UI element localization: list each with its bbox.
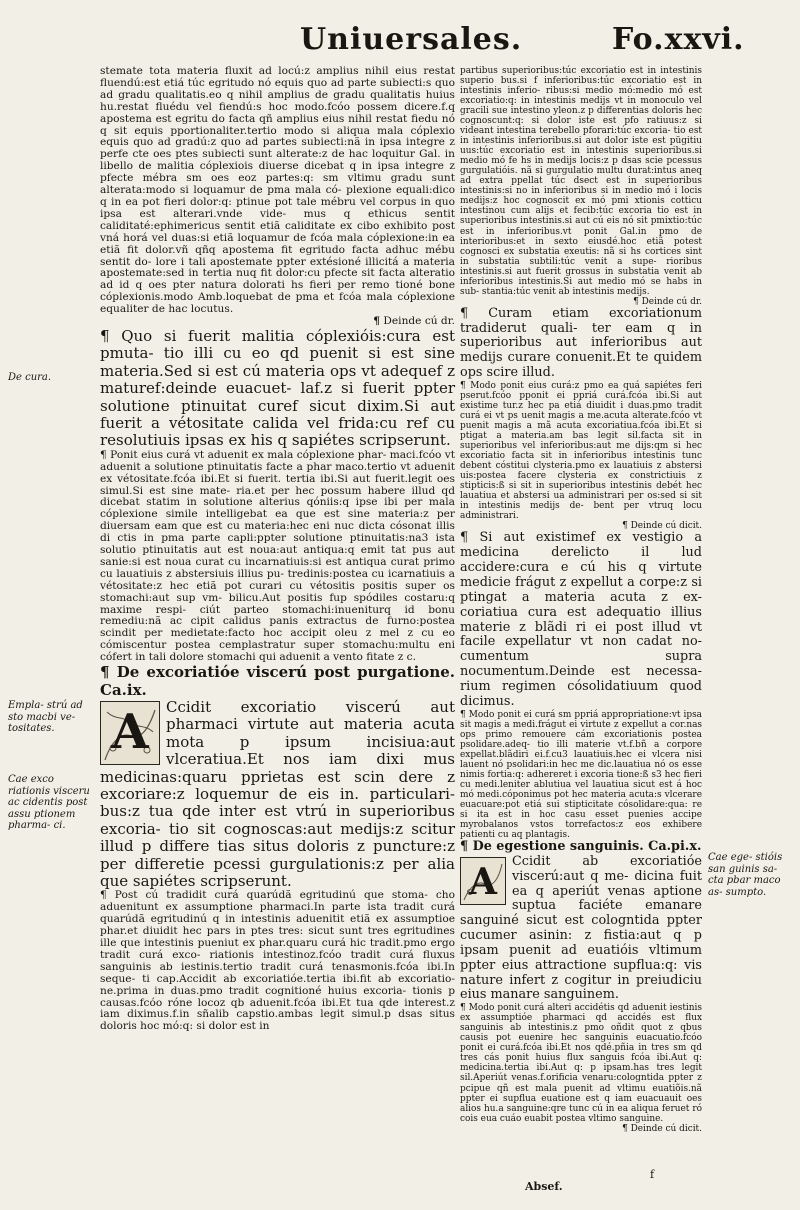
margin-note-de-cura: De cura. <box>8 372 52 383</box>
commentary-paragraph: partibus superioribus:túc excoriatio est in intestinis superio bus.si f inferioribus:túc excoriatio est in intestinis inferio- ribus:si medio mó:medio mó est excoriatio:q: in intestinis medijs vt in monoculo vel gracili sue intestino yleon.z p differentias doloris hec cognoscunt:q: si dolor iste est pfo ratiuus:z si videant intestina terebello pforari:túc excoria- tio est in intestinis inferioribus.si aut dolor iste est pügitiu uus:túc excoriatio est in intestinis superioribus.si medio mó fe hs in medijs locis:z p dsas scie pcessus gurgulatióis. nã si gurgulatio multu durat:intus aneq ad extra ppellat túc dsect est in superioribus intestinis:si no in inferioribus si in medio mó i locis medijs:z hoc cognoscit ex mó pmi xtionis cotticu intestinou cum alijs et fecib:túc excoria tio est in superioribus intestinis.si aut cú eis nó sit pmixtio:túc est in inferioribus.vt ponit Gal.in pmo de interioribus:et in sexto eiusdé.hoc etiã potest cognosci ex substatia exeutis: nã si hs cortices sint in substatia subtili:túc venit a supe- rioribus intestinis.si aut fuerit grossus in substatia venit ab inferioribus intestinis.Si aut medio mó se habs in sub- stantia:túc venit ab intestinis medijs. <box>460 66 702 297</box>
commentary-paragraph: ¶ Modo ponit eius curá:z pmo ea quá sapiétes feri pserut.fcóo pponit ei ppriá curá.fcóa ibi.Si aut existime tur.z hec pa etiá diuidit i duas.pmo tradit curá ei vt ps uenit magis a me.acuta alterate.fcóo vt puenit magis a mã acuta excoriatiua.fcóa ibi.Et si ptigat a materia.am bas legit sil.facta sit in superioribus vel inferioribus:aut me dijs:qm si hec excoriatio facta sit in inferioribus intestinis tunc debent cóstitui clysteria.pmo ex lauatiuis z abstersi uis:postea facere clysteria ex constrictiuis z stipticis:ß si sit in superioribus intestinis debét hec lauatiua et abstersi ua administrari per os:sed si sit in intestinis medijs de- bent per vtruq locu administrari. <box>460 380 702 522</box>
margin-note-emplastrum: Empla- strú ad sto macbi ve- tositates. <box>8 700 83 734</box>
text-paragraph-large: ¶ Quo si fuerit malitia cóplexióis:cura est pmuta- tio illi cu eo qd puenit si est sine materia.Sed si est cú materia ops vt adequef z maturef:deinde euacuet- laf.z si fuerit ppter solutione ptinuitat curef sicut dixim.Si aut fuerit a vétositate calida vel frida:cu ref cu resolutiuis ipsas ex his q sapiétes scripserunt. <box>100 326 455 450</box>
commentary-paragraph: ¶ Modo ponit curá alteri accidétis qd aduenit iestinis ex assumptióe pharmaci qd accidés est flux sanguinis ab intestinis.z pmo oñdit quot z qbus causis pot euenire hec sanguinis euacuatio.fcóo ponit ei curá.fcóa ibi.Et nos qdé.pñia in tres sm qd tres cás ponit huius flux sanguis fcóa ibi.Aut q: medicina.tertia ibi.Aut q: p ipsam.has tres legit sil.Aperiút venas.f.orificia venaru:cologntida ppter z pcipue qñ est mala puenit ad vltimu euatiõis.nã ppter ei supflua euatione est q iam euacuauit oes alios hu.a sanguine:qre tunc cú in ea aliqua feruet ró cois eua cuáo euabit postea vltimo sanguine. <box>460 1003 702 1124</box>
folio-number: Fo.xxvi. <box>612 22 745 57</box>
text-block-with-initial <box>100 699 455 890</box>
reference-text: Deinde cú dr. <box>383 315 455 328</box>
text-paragraph-large: ¶ Si aut existimef ex vestigio a medicina derelicto il lud accidere:cura e cú his q virtute medicie frágut z expellut a corpe:z si ptingat a materia acuta z ex- coriatiua cura est adequatio illius materie z blãdi ri ei post illud vt facile expellatur vt non cadat no- cumentum supra nocumentum.Deinde est necessa- rium regimen cósolidatiuum quod dicimus. <box>460 530 702 709</box>
margin-note-cae-excoriationis: Cae exco riationis visceru ac cidentis post assu ptionem pharma- ci. <box>8 774 90 831</box>
signature-mark: f <box>650 1168 655 1181</box>
decorated-initial <box>100 701 160 765</box>
decorated-initial <box>460 857 506 905</box>
running-head <box>0 8 800 60</box>
text-block-with-initial <box>460 855 702 1003</box>
text-paragraph-large: Ccidit ab excoriatióe viscerú:aut q me- dicina fuit ea q aperiút venas aptione suptua faciéte emanare sanguiné sicut est cologntida ppter cucumer asinin: z fistia:aut q p ipsam puenit ad euatióis vltimum ppter eius attractione supflua:q: vis nature infert z cogitur in preiudiciu eius manare sanguinem. <box>460 853 702 1003</box>
reference-text: ¶ Deinde cú dr. <box>633 296 702 307</box>
right-text-column <box>460 66 702 1134</box>
initial-letter: A <box>111 703 149 760</box>
initial-letter: A <box>469 860 497 903</box>
commentary-paragraph: ¶ Post cú tradidit curá quarúdã egritudinú que stoma- cho aduenitunt ex assumptione pharmaci.In parte ista tradit curá quarúdã egritudinú q in intestinis aduenitit etiã ex assumptioe phar.et diuidit hec pars in ptes tres: sicut sunt tres egritudines ille que intestinis pueniut ex phar.quaru curá hic tradit.pmo ergo tradit curá exco- riationis intestinoz.fcóo tradit curá fluxus sanguinis ab iestinis.tertio tradit curá tenasmonis.fcóa ibi.In seque- ti cap.Accidit ab excoriatióe.tertia ibi.fit ab excoriatio- ne.prima in duas.pmo tradit cognitioné huius excoria- tionis p causas.fcóo róne locoz qb aduenit.fcóa ibi.Et tua qde interest.z iam diximus.f.in sñalib capstio.ambas legit simul.p dsas situs doloris hoc mó:q: si dolor est in <box>100 889 455 1033</box>
margin-note-cae-egestionis: Cae ege- stióis san guinis sa- cta pbar maco as- sumpto. <box>708 852 783 898</box>
commentary-paragraph: ¶ Ponit eius curá vt aduenit ex mala cóplexione phar- maci.fcóo vt aduenit a solutione ptinuitatis facte a phar maco.tertio vt aduenit ex vétositate.fcóa ibi.Et si fuerit. tertia ibi.Si aut fuerit.legit oes simul.Si est sine mate- ria.et per hec possum habere illud qd dicebat statim in solutione alterius qóniis:q ipse ibi per mala cóplexione simile intelligebat ea que est sine materia:z per diuersam eam que est cu materia:hec eni nuc dicta cósonat illis di ctis in pma parte capli:ppter solutione ptinuitatis:na3 ista solutio ptinuitatis aut est noua:aut antiqua:q emit tat pus aut sanie:si est noua curat cu incarnatiuis:si est antiqua curat primo cu lauatiuis z abstersiuis illius pu- tredinis:postea cu icarnatiuis a vétositate:z hec etiã pot curari cu vétositis positis super os stomachi:aut sup vm- bilicu.Aut positis fup spódiles costaru:q maxime respi- ciút parteo stomachi:inueniturq id bonu remediu:nã ac cipit calidus panis extractus de furno:postea scindit per medietate:facto hoc accipit oleu z mel z cu eo cómiscentur postea cemplastratur super stomachu:multu eni cófert in tali dolore stomachi qui aduenit a vento fitate z c. <box>100 448 455 664</box>
commentary-paragraph: ¶ Modo ponit ei curá sm ppriá appropriatione:vt ipsa sit magis a medi.frágut ei virtute z expellut a cor.nas ops primo remouere cám excoriationis postea psolidare.adeq- tio illi materie vt.f.bñ a corpore expellat.blãdiri ei.f.cu3 lauatiuis.hec ei vlcera nisi lauent nó psolidari:in hec me dic.lauatiua nó os esse nimis fortia:q: adhereret i excoria tione:ß s3 hec fieri cu medi.leniter ablutiua vel lauatiua sicut est á hoc mó medi.cóponimus pot hec materia acuta:s vlcerare euacuare:pot etiá sui stipticitate cósolidare:qua: re si ita est in hoc casu esset puenies accipe myrobalanos vstos torrefactos:z eos exhibere patienti cu aq plantagis. <box>460 709 702 840</box>
chapter-heading: ¶ De excoriatióe viscerú post purgatione. Ca.ix. <box>100 663 455 699</box>
catchword: Absef. <box>525 1180 563 1193</box>
reference-text: ¶ Deinde cú dicit. <box>622 1123 702 1134</box>
paragraph: stemate tota materia fluxit ad locú:z amplius nihil eius restat fluendú:est etiá túc egritudo nó equis quo ad parte subiecti:s quo ad gradu qualitatis.eo q nihil amplius de gradu qualitatis huius hu.restat fluédu vel fiendú:s hoc modo.fcóo possem dicere.f.q apostema est egritu do facta qñ amplius eius nihil restat fiedu nó q sit equis pportionaliter.tertio modo si aliqua mala cóplexio equis quo ad gradú:z quo ad partes subiecti:nã in ipsa integre z perfe cte oes ptes subiecti sunt alterate:z de hac loquitur Gal. in libello de malitia cóplexiois diuerse dicebat q in ipsa integre z pfecte mébra sm oes eoz partes:q: sm vltimu gradu sunt alterata:modo si loquamur de pma mala có- plexione equali:dico q in ea pot fieri dolor:q: ptinue pot tale mébru vel corpus in quo ipsa est alterari.vnde vide- mus q ethicus sentit caliditaté:ephimericus sentit etiã caliditate ex cibo exhibito post vná horá vel duas:si etiã loquamur de fcóa mala cóplexione:in ea etiã fit dolor.vñ qñq apostema fit egritudo facta adhuc mébu sentit do- lore i tali apostemate ppter extésioné illicitá a materia apostemate:sed in tertia nuq fit dolor:cu pfecte sit facta alteratio ad id q oes pter natura dolorati hs fieri per remo tioné bone cóplexionis.modo Amb.loquebat de pma et fcóa mala cóplexione equaliter de hac locutus. <box>100 65 455 316</box>
left-text-column <box>100 66 455 1033</box>
text-paragraph-large: ¶ Curam etiam excoriationum tradiderut quali- ter eam q in superioribus aut inferioribus aut medijs curare conuenit.Et te quidem ops scire illud. <box>460 305 702 381</box>
text-paragraph-large: Ccidit excoriatio viscerú aut pharmaci virtute aut materia acuta mota p ipsum incisiua:aut vlceratiua.Et nos iam dixi mus medicinas:quaru pprietas est scin dere z excoriare:z loquemur de eis in. particulari- bus:z tua qde inter est vtrú in superioribus excoria- tio sit cognoscas:aut medijs:z scitur illud p differe tias situs doloris z puncture:z per differetie pcessi gurgulationis:z per alia que sapiétes scripserunt. <box>100 697 455 890</box>
reference-text: ¶ Deinde cú dicit. <box>622 521 702 532</box>
chapter-heading: ¶ De egestione sanguinis. Ca.pi.x. <box>460 838 702 854</box>
running-title: Uniuersales. <box>300 22 523 57</box>
paragraph-mark: ¶ <box>373 315 381 328</box>
